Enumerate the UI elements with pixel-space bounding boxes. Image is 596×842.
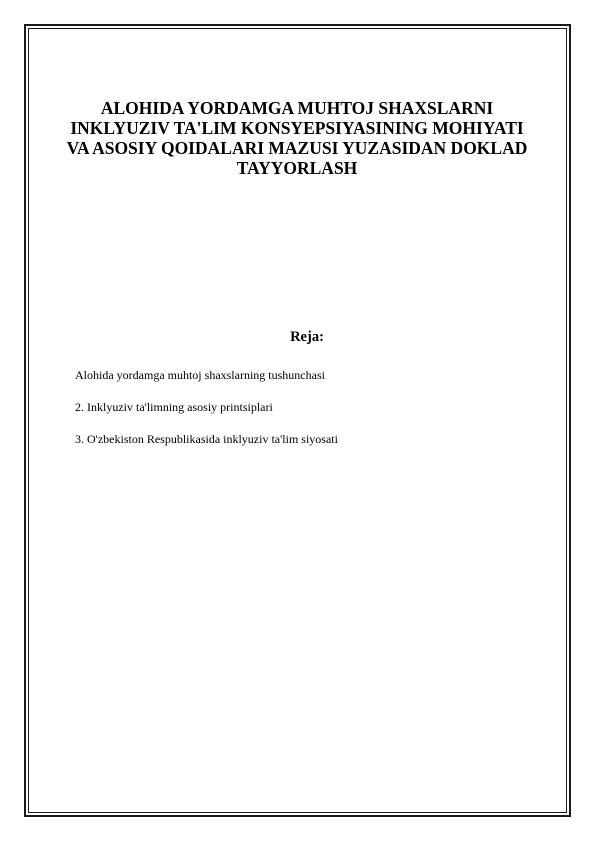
plan-item: 2. Inklyuziv ta'limning asosiy printsiplari xyxy=(75,400,273,414)
plan-item: 3. O'zbekiston Respublikasida inklyuziv ta'lim siyosati xyxy=(75,432,338,446)
title-line: ALOHIDA YORDAMGA MUHTOJ SHAXSLARNI xyxy=(100,98,494,118)
plan-list xyxy=(75,367,555,463)
plan-item: Alohida yordamga muhtoj shaxslarning tushunchasi xyxy=(75,368,325,382)
plan-heading: Reja: xyxy=(290,329,324,345)
title-line: INKLYUZIV TA'LIM KONSYEPSIYASINING MOHIYATI xyxy=(70,118,524,138)
title-line: VA ASOSIY QOIDALARI MAZUSI YUZASIDAN DOKLAD xyxy=(66,138,528,158)
title-line: TAYYORLASH xyxy=(236,158,358,178)
document-title xyxy=(40,98,554,178)
